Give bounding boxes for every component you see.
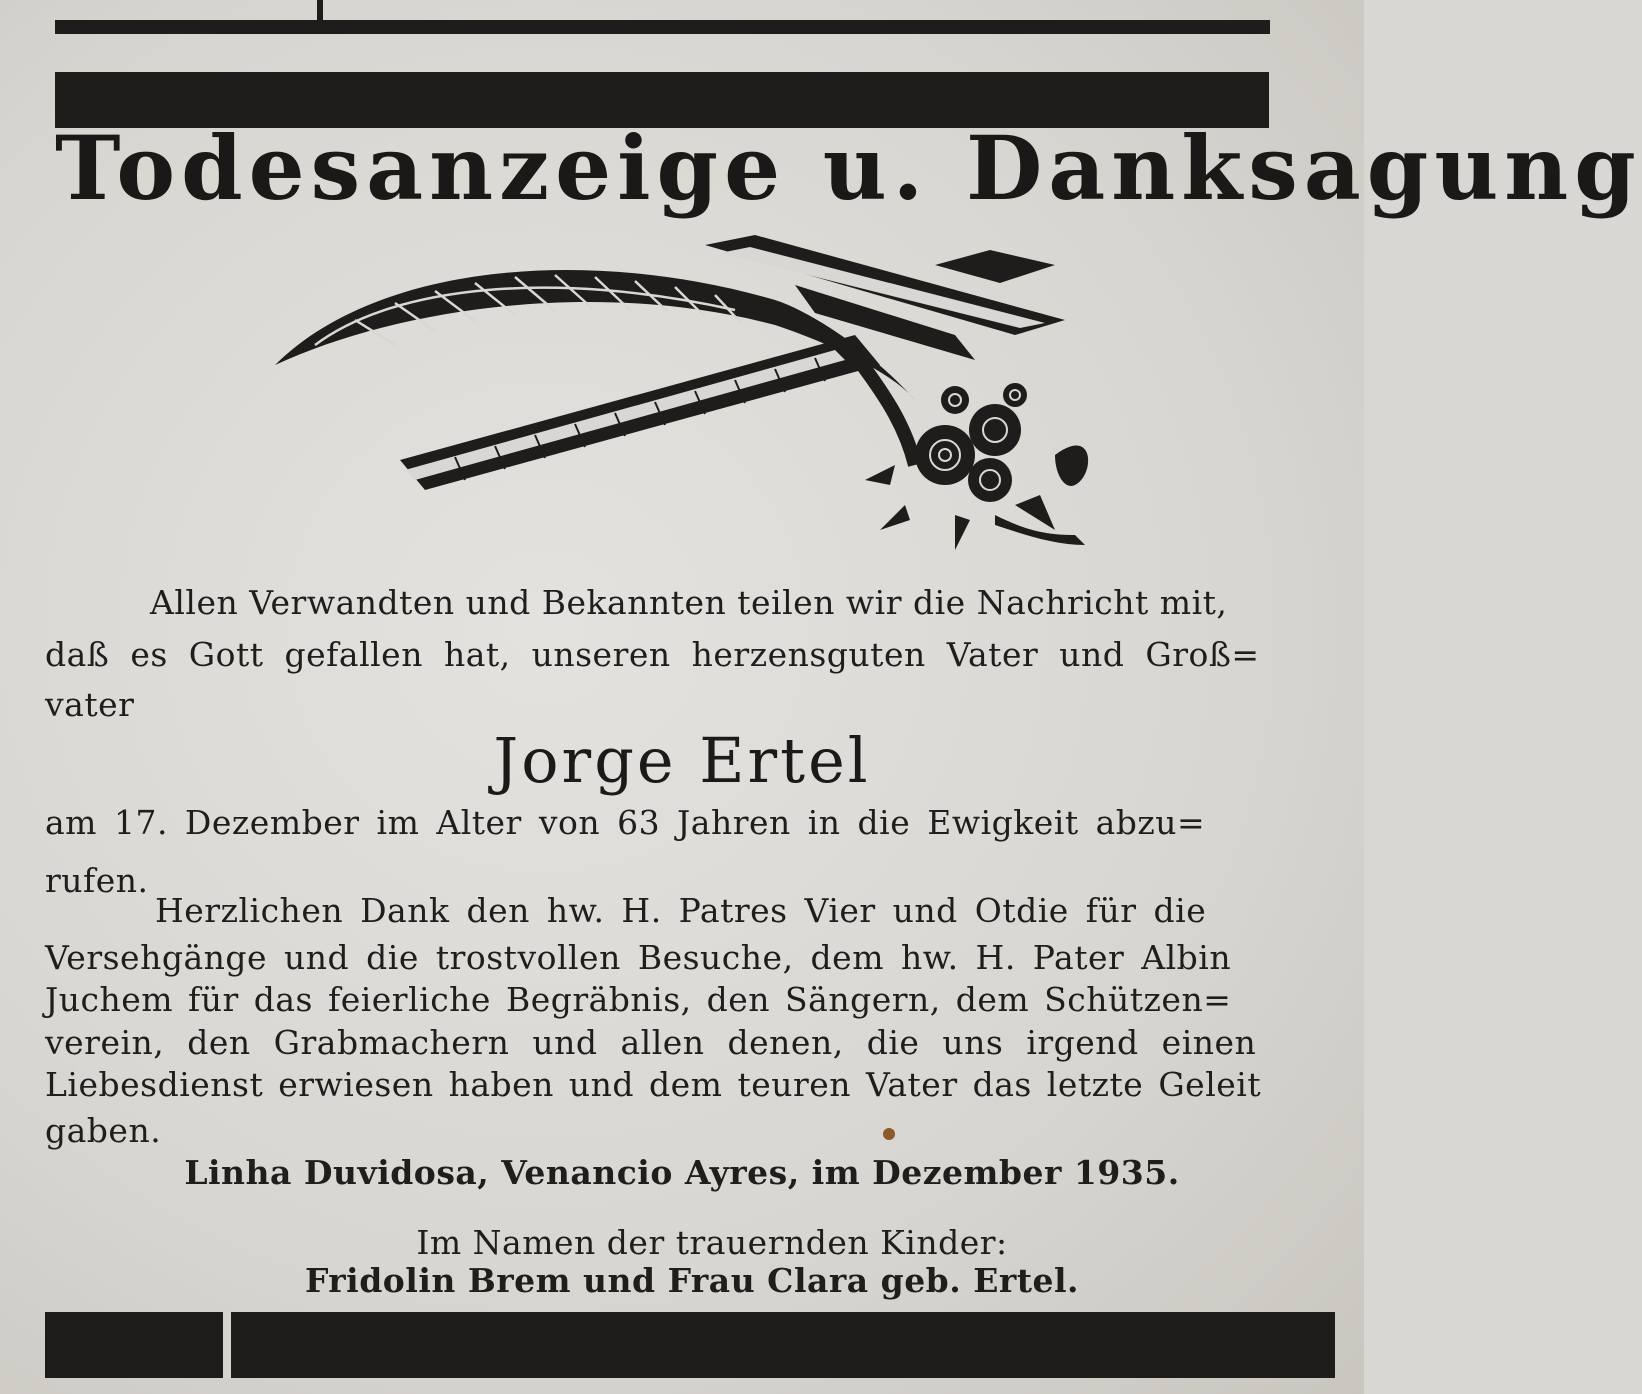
place-date: Linha Duvidosa, Venancio Ayres, im Dezember 1935. <box>184 1153 1180 1192</box>
top-rule-thin <box>55 0 1270 34</box>
thanks-line: Versehgänge und die trostvollen Besuche, dem hw. H. Pater Albin <box>45 938 1232 977</box>
notice-line: vater <box>45 685 135 724</box>
thanks-line: Herzlichen Dank den hw. H. Patres Vier und Otdie für die <box>155 891 1207 930</box>
signers: Fridolin Brem und Frau Clara geb. Ertel. <box>304 1261 1080 1300</box>
thanks-line: verein, den Grabmachern und allen denen, die uns irgend einen <box>45 1023 1257 1062</box>
paper-stain <box>883 1128 895 1140</box>
notice-line: rufen. <box>45 861 149 900</box>
deceased-name: Jorge Ertel <box>493 724 871 797</box>
signoff: Im Namen der trauernden Kinder: <box>416 1223 1008 1262</box>
notice-line: daß es Gott gefallen hat, unseren herzensguten Vater und Groß= <box>45 635 1260 674</box>
thanks-line: gaben. <box>45 1111 162 1150</box>
notice-line: Allen Verwandten und Bekannten teilen wir die Nachricht mit, <box>150 583 1228 622</box>
cross-with-palm-and-roses-icon <box>255 225 1125 565</box>
thanks-line: Juchem für das feierliche Begräbnis, den Sängern, dem Schützen= <box>45 980 1232 1019</box>
bottom-rule <box>45 1312 1335 1378</box>
notice-line: am 17. Dezember im Alter von 63 Jahren in die Ewigkeit abzu= <box>45 803 1206 842</box>
notice-title: Todesanzeige u. Danksagung <box>55 116 1642 220</box>
thanks-line: Liebesdienst erwiesen haben und dem teuren Vater das letzte Geleit <box>45 1065 1262 1104</box>
